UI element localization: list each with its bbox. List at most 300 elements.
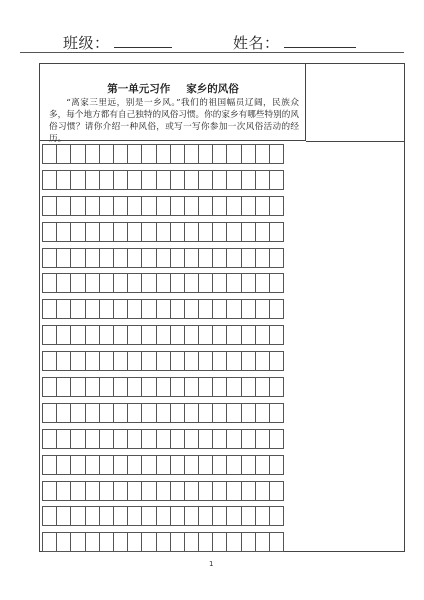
grid-cell[interactable] (255, 325, 270, 345)
grid-cell[interactable] (184, 273, 199, 293)
grid-cell[interactable] (85, 429, 100, 449)
grid-cell[interactable] (269, 455, 284, 475)
grid-cell[interactable] (184, 532, 199, 552)
grid-cell[interactable] (241, 248, 256, 268)
grid-cell[interactable] (56, 325, 71, 345)
grid-cell[interactable] (241, 170, 256, 190)
grid-cell[interactable] (184, 481, 199, 501)
grid-cell[interactable] (99, 273, 114, 293)
grid-cell[interactable] (113, 455, 128, 475)
grid-cell[interactable] (70, 170, 85, 190)
grid-cell[interactable] (212, 170, 227, 190)
grid-cell[interactable] (127, 506, 142, 526)
grid-cell[interactable] (241, 532, 256, 552)
grid-cell[interactable] (184, 144, 199, 164)
grid-cell[interactable] (212, 506, 227, 526)
grid-cell[interactable] (255, 377, 270, 397)
grid-cell[interactable] (269, 248, 284, 268)
grid-cell[interactable] (70, 455, 85, 475)
grid-cell[interactable] (170, 403, 185, 423)
grid-cell[interactable] (42, 455, 57, 475)
grid-cell[interactable] (42, 170, 57, 190)
grid-cell[interactable] (42, 429, 57, 449)
grid-cell[interactable] (269, 532, 284, 552)
grid-cell[interactable] (70, 429, 85, 449)
grid-cell[interactable] (113, 222, 128, 242)
grid-cell[interactable] (212, 532, 227, 552)
grid-cell[interactable] (127, 325, 142, 345)
grid-cell[interactable] (70, 377, 85, 397)
grid-cell[interactable] (141, 377, 156, 397)
grid-cell[interactable] (212, 248, 227, 268)
grid-cell[interactable] (226, 144, 241, 164)
grid-cell[interactable] (70, 222, 85, 242)
grid-cell[interactable] (226, 481, 241, 501)
grid-cell[interactable] (241, 377, 256, 397)
grid-cell[interactable] (42, 481, 57, 501)
grid-cell[interactable] (70, 481, 85, 501)
grid-cell[interactable] (198, 222, 213, 242)
grid-cell[interactable] (156, 455, 171, 475)
grid-cell[interactable] (127, 351, 142, 371)
grid-cell[interactable] (141, 248, 156, 268)
grid-cell[interactable] (212, 351, 227, 371)
grid-cell[interactable] (241, 144, 256, 164)
essay-title: 家乡的风俗 (186, 83, 239, 95)
composition-sheet (39, 63, 405, 552)
grid-cell[interactable] (170, 429, 185, 449)
grid-cell[interactable] (184, 299, 199, 319)
grid-cell[interactable] (42, 222, 57, 242)
grid-cell[interactable] (141, 273, 156, 293)
grid-cell[interactable] (56, 377, 71, 397)
grid-cell[interactable] (170, 170, 185, 190)
grid-cell[interactable] (198, 481, 213, 501)
grid-cell[interactable] (184, 506, 199, 526)
grid-cell[interactable] (269, 429, 284, 449)
grid-cell[interactable] (42, 325, 57, 345)
grid-cell[interactable] (198, 170, 213, 190)
grid-cell[interactable] (70, 532, 85, 552)
grid-cell[interactable] (212, 455, 227, 475)
grid-cell[interactable] (269, 325, 284, 345)
grid-cell[interactable] (85, 481, 100, 501)
grid-cell[interactable] (212, 325, 227, 345)
grid-cell[interactable] (255, 222, 270, 242)
grid-cell[interactable] (42, 506, 57, 526)
grid-cell[interactable] (113, 248, 128, 268)
grid-cell[interactable] (85, 196, 100, 216)
grid-cell[interactable] (156, 273, 171, 293)
grid-cell[interactable] (241, 455, 256, 475)
grid-cell[interactable] (226, 532, 241, 552)
grid-cell[interactable] (85, 377, 100, 397)
grid-row (42, 481, 304, 501)
grid-cell[interactable] (127, 455, 142, 475)
grid-cell[interactable] (212, 299, 227, 319)
grid-cell[interactable] (127, 248, 142, 268)
grid-cell[interactable] (198, 403, 213, 423)
grid-cell[interactable] (226, 170, 241, 190)
grid-cell[interactable] (99, 196, 114, 216)
grid-cell[interactable] (42, 377, 57, 397)
grid-cell[interactable] (241, 273, 256, 293)
grid-cell[interactable] (156, 144, 171, 164)
grid-cell[interactable] (85, 248, 100, 268)
grid-cell[interactable] (42, 403, 57, 423)
grid-cell[interactable] (226, 222, 241, 242)
grid-cell[interactable] (141, 325, 156, 345)
grid-cell[interactable] (156, 481, 171, 501)
grid-row (42, 222, 304, 242)
grid-cell[interactable] (241, 325, 256, 345)
grid-cell[interactable] (212, 403, 227, 423)
grid-cell[interactable] (184, 248, 199, 268)
grid-cell[interactable] (56, 481, 71, 501)
grid-cell[interactable] (226, 351, 241, 371)
grid-cell[interactable] (85, 403, 100, 423)
grid-cell[interactable] (198, 351, 213, 371)
grid-cell[interactable] (113, 403, 128, 423)
grid-cell[interactable] (141, 455, 156, 475)
grid-cell[interactable] (99, 325, 114, 345)
grid-cell[interactable] (113, 273, 128, 293)
grid-cell[interactable] (212, 196, 227, 216)
grid-cell[interactable] (226, 506, 241, 526)
grid-cell[interactable] (226, 273, 241, 293)
grid-cell[interactable] (255, 196, 270, 216)
grid-cell[interactable] (42, 532, 57, 552)
grid-cell[interactable] (99, 403, 114, 423)
grid-cell[interactable] (198, 299, 213, 319)
grid-cell[interactable] (241, 299, 256, 319)
grid-cell[interactable] (212, 222, 227, 242)
grid-cell[interactable] (184, 170, 199, 190)
grid-cell[interactable] (269, 481, 284, 501)
grid-row (42, 351, 304, 371)
grid-cell[interactable] (127, 222, 142, 242)
grid-cell[interactable] (255, 170, 270, 190)
grid-cell[interactable] (127, 299, 142, 319)
grid-cell[interactable] (85, 170, 100, 190)
grid-cell[interactable] (42, 273, 57, 293)
grid-cell[interactable] (170, 248, 185, 268)
grid-cell[interactable] (170, 351, 185, 371)
grid-cell[interactable] (70, 506, 85, 526)
grid-cell[interactable] (241, 429, 256, 449)
grid-cell[interactable] (198, 506, 213, 526)
grid-cell[interactable] (170, 506, 185, 526)
grid-cell[interactable] (56, 532, 71, 552)
grid-cell[interactable] (156, 299, 171, 319)
grid-cell[interactable] (141, 532, 156, 552)
grid-cell[interactable] (255, 273, 270, 293)
grid-cell[interactable] (141, 299, 156, 319)
grid-cell[interactable] (70, 196, 85, 216)
grid-cell[interactable] (255, 429, 270, 449)
grid-cell[interactable] (141, 170, 156, 190)
grid-cell[interactable] (184, 196, 199, 216)
grid-row (42, 506, 304, 526)
name-label: 姓名： (233, 34, 280, 52)
grid-cell[interactable] (269, 170, 284, 190)
grid-cell[interactable] (85, 455, 100, 475)
grid-row (42, 532, 304, 552)
grid-cell[interactable] (212, 273, 227, 293)
writing-grid (42, 144, 304, 558)
grid-cell[interactable] (156, 222, 171, 242)
grid-cell[interactable] (141, 403, 156, 423)
grid-cell[interactable] (56, 144, 71, 164)
name-blank-line[interactable] (284, 33, 356, 48)
grid-cell[interactable] (269, 196, 284, 216)
grid-cell[interactable] (113, 299, 128, 319)
grid-cell[interactable] (226, 196, 241, 216)
grid-cell[interactable] (212, 377, 227, 397)
grid-cell[interactable] (198, 532, 213, 552)
grid-cell[interactable] (184, 429, 199, 449)
grid-cell[interactable] (127, 532, 142, 552)
grid-cell[interactable] (269, 351, 284, 371)
grid-cell[interactable] (269, 377, 284, 397)
grid-cell[interactable] (255, 403, 270, 423)
comment-margin-column (306, 64, 404, 551)
grid-cell[interactable] (99, 481, 114, 501)
grid-cell[interactable] (113, 532, 128, 552)
grid-cell[interactable] (99, 429, 114, 449)
grid-cell[interactable] (198, 455, 213, 475)
grid-cell[interactable] (56, 429, 71, 449)
grid-cell[interactable] (184, 403, 199, 423)
grid-row (42, 248, 304, 268)
grid-cell[interactable] (99, 170, 114, 190)
grid-cell[interactable] (212, 481, 227, 501)
grid-cell[interactable] (141, 196, 156, 216)
grid-cell[interactable] (156, 170, 171, 190)
unit-label: 第一单元习作 (107, 83, 171, 95)
grid-cell[interactable] (184, 325, 199, 345)
name-field (233, 32, 356, 53)
grid-cell[interactable] (198, 429, 213, 449)
grid-cell[interactable] (198, 377, 213, 397)
grid-cell[interactable] (241, 222, 256, 242)
class-blank-line[interactable] (114, 33, 172, 48)
grid-cell[interactable] (127, 429, 142, 449)
grid-cell[interactable] (156, 506, 171, 526)
grid-cell[interactable] (212, 144, 227, 164)
grid-cell[interactable] (226, 377, 241, 397)
grid-cell[interactable] (85, 144, 100, 164)
grid-cell[interactable] (241, 403, 256, 423)
grid-cell[interactable] (141, 481, 156, 501)
grid-cell[interactable] (70, 325, 85, 345)
class-field (63, 32, 172, 53)
grid-row (42, 170, 304, 190)
grid-cell[interactable] (113, 506, 128, 526)
grid-cell[interactable] (85, 325, 100, 345)
grid-cell[interactable] (99, 532, 114, 552)
grid-cell[interactable] (170, 273, 185, 293)
grid-cell[interactable] (156, 532, 171, 552)
grid-cell[interactable] (255, 455, 270, 475)
grid-cell[interactable] (99, 144, 114, 164)
grid-cell[interactable] (156, 351, 171, 371)
grid-cell[interactable] (85, 222, 100, 242)
grid-cell[interactable] (99, 351, 114, 371)
grid-cell[interactable] (170, 325, 185, 345)
grid-cell[interactable] (226, 403, 241, 423)
class-label: 班级： (63, 34, 110, 52)
page-number: 1 (209, 560, 214, 568)
header-divider (20, 52, 404, 53)
grid-cell[interactable] (56, 170, 71, 190)
grid-cell[interactable] (127, 377, 142, 397)
grid-cell[interactable] (226, 455, 241, 475)
grid-cell[interactable] (141, 351, 156, 371)
grid-cell[interactable] (184, 222, 199, 242)
grid-cell[interactable] (70, 144, 85, 164)
grid-cell[interactable] (269, 273, 284, 293)
grid-cell[interactable] (226, 299, 241, 319)
grid-row (42, 377, 304, 397)
grid-cell[interactable] (170, 196, 185, 216)
grid-cell[interactable] (113, 377, 128, 397)
grid-cell[interactable] (198, 144, 213, 164)
grid-cell[interactable] (141, 429, 156, 449)
grid-cell[interactable] (198, 273, 213, 293)
grid-cell[interactable] (56, 455, 71, 475)
grid-row (42, 403, 304, 423)
grid-cell[interactable] (99, 299, 114, 319)
grid-cell[interactable] (56, 196, 71, 216)
grid-cell[interactable] (113, 429, 128, 449)
grid-cell[interactable] (85, 351, 100, 371)
grid-cell[interactable] (269, 144, 284, 164)
grid-cell[interactable] (156, 429, 171, 449)
grid-cell[interactable] (85, 506, 100, 526)
grid-cell[interactable] (42, 248, 57, 268)
grid-cell[interactable] (198, 325, 213, 345)
grid-cell[interactable] (269, 506, 284, 526)
grid-cell[interactable] (269, 403, 284, 423)
grid-cell[interactable] (241, 196, 256, 216)
grid-cell[interactable] (127, 481, 142, 501)
grid-cell[interactable] (42, 144, 57, 164)
grid-cell[interactable] (42, 299, 57, 319)
grid-cell[interactable] (127, 170, 142, 190)
grid-cell[interactable] (70, 403, 85, 423)
grid-cell[interactable] (70, 248, 85, 268)
grid-cell[interactable] (241, 481, 256, 501)
grid-cell[interactable] (255, 532, 270, 552)
grid-row (42, 273, 304, 293)
grid-cell[interactable] (56, 273, 71, 293)
grid-cell[interactable] (226, 325, 241, 345)
grid-cell[interactable] (156, 248, 171, 268)
grid-cell[interactable] (170, 299, 185, 319)
grid-cell[interactable] (141, 144, 156, 164)
grid-cell[interactable] (56, 248, 71, 268)
grid-cell[interactable] (113, 144, 128, 164)
grid-cell[interactable] (127, 144, 142, 164)
grid-cell[interactable] (42, 196, 57, 216)
grid-cell[interactable] (56, 351, 71, 371)
grid-cell[interactable] (255, 506, 270, 526)
grid-cell[interactable] (99, 506, 114, 526)
grid-cell[interactable] (113, 351, 128, 371)
grid-cell[interactable] (113, 325, 128, 345)
grid-cell[interactable] (141, 506, 156, 526)
grid-cell[interactable] (198, 196, 213, 216)
grid-row (42, 455, 304, 475)
grid-cell[interactable] (226, 429, 241, 449)
grid-cell[interactable] (170, 144, 185, 164)
grid-cell[interactable] (170, 481, 185, 501)
grid-cell[interactable] (170, 532, 185, 552)
grid-cell[interactable] (241, 351, 256, 371)
grid-cell[interactable] (70, 351, 85, 371)
grid-cell[interactable] (184, 351, 199, 371)
prompt-title (40, 81, 306, 96)
grid-cell[interactable] (156, 325, 171, 345)
grid-cell[interactable] (255, 299, 270, 319)
grid-cell[interactable] (255, 481, 270, 501)
grid-cell[interactable] (85, 532, 100, 552)
grid-cell[interactable] (198, 248, 213, 268)
grid-cell[interactable] (85, 299, 100, 319)
grid-cell[interactable] (226, 248, 241, 268)
grid-cell[interactable] (241, 506, 256, 526)
grid-cell[interactable] (56, 299, 71, 319)
grid-cell[interactable] (184, 455, 199, 475)
grid-cell[interactable] (99, 222, 114, 242)
margin-divider (306, 141, 404, 142)
grid-cell[interactable] (99, 455, 114, 475)
grid-cell[interactable] (170, 377, 185, 397)
grid-cell[interactable] (156, 403, 171, 423)
grid-cell[interactable] (56, 403, 71, 423)
grid-cell[interactable] (113, 170, 128, 190)
grid-cell[interactable] (141, 222, 156, 242)
grid-cell[interactable] (269, 299, 284, 319)
grid-cell[interactable] (255, 248, 270, 268)
grid-cell[interactable] (70, 273, 85, 293)
grid-cell[interactable] (56, 506, 71, 526)
grid-cell[interactable] (212, 429, 227, 449)
grid-cell[interactable] (255, 351, 270, 371)
grid-cell[interactable] (127, 196, 142, 216)
grid-cell[interactable] (99, 248, 114, 268)
grid-cell[interactable] (170, 222, 185, 242)
grid-row (42, 196, 304, 216)
grid-cell[interactable] (269, 222, 284, 242)
grid-cell[interactable] (113, 196, 128, 216)
grid-cell[interactable] (127, 273, 142, 293)
grid-cell[interactable] (156, 377, 171, 397)
grid-cell[interactable] (113, 481, 128, 501)
grid-cell[interactable] (255, 144, 270, 164)
grid-cell[interactable] (42, 351, 57, 371)
grid-cell[interactable] (70, 299, 85, 319)
grid-cell[interactable] (156, 196, 171, 216)
grid-cell[interactable] (127, 403, 142, 423)
grid-cell[interactable] (170, 455, 185, 475)
grid-cell[interactable] (184, 377, 199, 397)
prompt-box (40, 64, 306, 144)
grid-cell[interactable] (85, 273, 100, 293)
grid-cell[interactable] (56, 222, 71, 242)
grid-cell[interactable] (99, 377, 114, 397)
